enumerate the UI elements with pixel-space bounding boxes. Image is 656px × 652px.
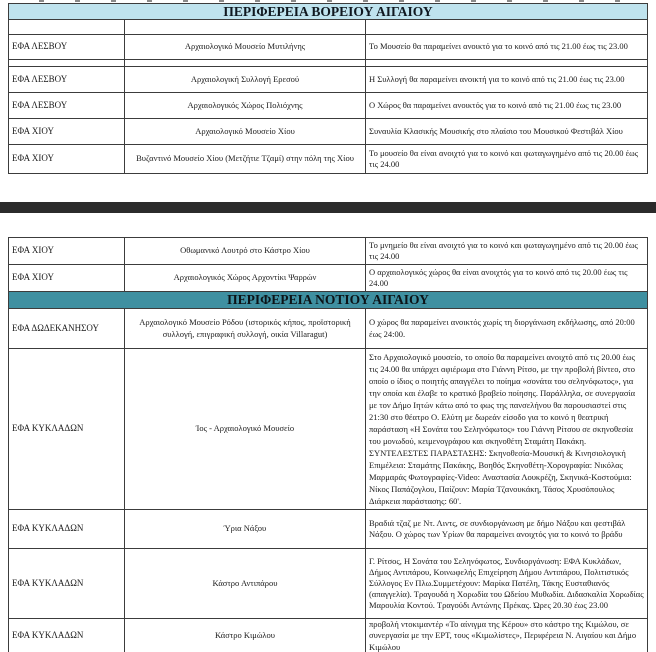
table-row (9, 509, 647, 548)
site-cell: Αρχαιολογικό Μουσείο Χίου (124, 119, 365, 144)
table-row (9, 144, 647, 173)
table-cell (9, 60, 124, 66)
table-cell (124, 20, 365, 34)
site-cell: Οθωμανικό Λουτρό στο Κάστρο Χίου (124, 238, 365, 264)
ephorate-cell: ΕΦΑ ΧΙΟΥ (12, 153, 54, 164)
details-cell: Γ. Ρίτσος, Η Σονάτα του Σεληνόφωτος, Συνδιοργάνωση: ΕΦΑ Κυκλάδων, Δήμος Αντιπάρου, Κοινωφελής Επιχείρηση Δήμου Αντιπάρου, Πολιτιστικός Σύλλογος Εν Πλω.Συμμετέχουν: Μαρίκα Πατέλη, Τάκης Ευσταθιανός (απαγγελία). Τραγουδά η Χορωδία του Ωδείου Μυθωδία. Διδασκαλία Χορωδίας Μαρουλία Κοντού. Τραγούδι Αντώνης Πρέκας. Ώρες 20.30 έως 23.00 (365, 549, 647, 618)
table-row (9, 618, 647, 652)
details-cell: Συναυλία Κλασικής Μουσικής στο πλαίσιο του Μουσικού Φεστιβάλ Χίου (365, 119, 647, 144)
ephorate-cell: ΕΦΑ ΛΕΣΒΟΥ (12, 73, 68, 84)
details-cell: Το μνημείο θα είναι ανοιχτό για το κοινό και φωταγωγημένο από τις 20.00 έως τις 24.00 (365, 238, 647, 264)
details-cell: Το Μουσείο θα παραμείνει ανοικτό για το κοινό από τις 21.00 έως τις 23.00 (365, 35, 647, 59)
site-cell: Αρχαιολογική Συλλογή Ερεσού (124, 67, 365, 92)
site-cell: Ύρια Νάξου (124, 510, 365, 548)
ephorate-cell: ΕΦΑ ΚΥΚΛΑΔΩΝ (12, 630, 84, 641)
site-cell: Βυζαντινό Μουσείο Χίου (Μετζήτιε Τζαμί) στην πόλη της Χίου (124, 145, 365, 173)
ephorate-cell: ΕΦΑ ΔΩΔΕΚΑΝΗΣΟΥ (12, 322, 99, 333)
ephorate-cell: ΕΦΑ ΧΙΟΥ (12, 272, 54, 283)
site-cell: Αρχαιολογικός Χώρος Αρχοντίκι Ψαρρών (124, 265, 365, 291)
north-aegean-table (8, 3, 648, 174)
table-row (9, 92, 647, 118)
ephorate-cell: ΕΦΑ ΚΥΚΛΑΔΩΝ (12, 523, 84, 534)
details-cell: Ο χώρος θα παραμείνει ανοικτός χωρίς τη διοργάνωση εκδήλωσης, από 20:00 έως 24:00. (365, 309, 647, 348)
table-cell (124, 60, 365, 66)
site-cell: Αρχαιολογικό Μουσείο Μυτιλήνης (124, 35, 365, 59)
ephorate-cell: ΕΦΑ ΛΕΣΒΟΥ (12, 41, 68, 52)
site-cell: Κάστρο Κιμώλου (124, 619, 365, 652)
details-cell: Στο Αρχαιολογικό μουσείο, το οποίο θα παραμείνει ανοιχτό από τις 20.00 έως τις 24.00 θα υπάρχει αφιέρωμα στο Γιάννη Ρίτσο, με την προβολή βίντεο, στο οποίο ο ίδιος ο ποιητής απαγγέλει το ποίημα «σονάτα του σεληνόφωτος», για την οποία και έλαβε το κρατικό βραβείο ποίησης. Παράλληλα, σε συνεργασία με τον Δήμο Ιητών κάτω από το φως της πανσελήνου θα παρουσιαστεί στις 21:30 στο θέατρο Ο. Ελύτη με δωρεάν είσοδο για το κοινό η θεατρική παράσταση «Η Σονάτα του Σεληνόφωτος» του Γιάννη Ρίτσου σε σκηνοθεσία του μονωδού, κειμενογράφου και σκηνοθέτη Σταμάτη Πακάκη. ΣΥΝΤΕΛΕΣΤΕΣ ΠΑΡΑΣΤΑΣΗΣ: Σκηνοθεσία-Μουσική & Κινησιολογική Επιμέλεια: Σταμάτης Πακάκης, Βοηθός Σκηνοθέτη-Χορογραφία: Νικόλας Μαρμαράς Φωτογραφίες-Video: Αναστασία Λουκρέζη, Σκηνικά-Κοστούμια: Νίκος Παπάζογλου, Παίζουν: Μαρία Τζανουκάκη, Τάσος Χρυσόπουλος Διάρκεια παράστασης: 60'. (365, 349, 647, 509)
details-cell: Ο Χώρος θα παραμείνει ανοικτός για το κοινό από τις 21.00 έως τις 23.00 (365, 93, 647, 118)
ephorate-cell: ΕΦΑ ΚΥΚΛΑΔΩΝ (12, 423, 84, 434)
table-cell (365, 60, 647, 66)
south-aegean-table (8, 237, 648, 652)
table-row (9, 548, 647, 618)
ephorate-cell: ΕΦΑ ΛΕΣΒΟΥ (12, 99, 68, 110)
table-row (9, 348, 647, 509)
ephorate-cell: ΕΦΑ ΧΙΟΥ (12, 125, 54, 136)
region-header-north-aegean: ΠΕΡΙΦΕΡΕΙΑ ΒΟΡΕΙΟΥ ΑΙΓΑΙΟΥ (9, 4, 647, 19)
table-row (9, 238, 647, 264)
region-header-south-aegean: ΠΕΡΙΦΕΡΕΙΑ ΝΟΤΙΟΥ ΑΙΓΑΙΟΥ (9, 292, 647, 308)
details-cell: Η Συλλογή θα παραμείνει ανοικτή για το κοινό από τις 21.00 έως τις 23.00 (365, 67, 647, 92)
table-row (9, 34, 647, 59)
site-cell: Αρχαιολογικό Μουσείο Ρόδου (ιστορικός κήπος, προϊστορική συλλογή, επιγραφική συλλογή, οικία Villaragut) (124, 309, 365, 348)
table-row (9, 118, 647, 144)
ephorate-cell: ΕΦΑ ΧΙΟΥ (12, 245, 54, 256)
table-row (9, 66, 647, 92)
empty-row (9, 19, 647, 34)
ephorate-cell: ΕΦΑ ΚΥΚΛΑΔΩΝ (12, 577, 84, 588)
site-cell: Ίος - Αρχαιολογικό Μουσείο (124, 349, 365, 509)
site-cell: Αρχαιολογικός Χώρος Πολιόχνης (124, 93, 365, 118)
table-row (9, 264, 647, 291)
details-cell: Ο αρχαιολογικός χώρος θα είναι ανοιχτός για το κοινό από τις 20.00 έως τις 24.00 (365, 265, 647, 291)
table-row (9, 308, 647, 348)
table-cell (9, 20, 124, 34)
site-cell: Κάστρο Αντιπάρου (124, 549, 365, 618)
table-cell (365, 20, 647, 34)
details-cell: Βραδιά τζαζ με Ντ. Λιντς, σε συνδιοργάνωση με δήμο Νάξου και φεστιβάλ Νάξου. Ο χώρος των Υρίων θα παραμείνει ανοιχτός για το κοινό το βράδυ (365, 510, 647, 548)
details-cell: προβολή ντοκιμαντέρ «Το αίνιγμα της Κέρου» στο κάστρο της Κιμώλου, σε συνεργασία με την ΕΡΤ, τους «Κιμωλίστες», Περιφέρεια Ν. Αιγαίου και Δήμο Κιμώλου (365, 619, 647, 652)
details-cell: Το μουσείο θα είναι ανοιχτό για το κοινό και φωταγωγημένο από τις 20.00 έως τις 24.00 (365, 145, 647, 173)
section-divider-bar (0, 202, 656, 213)
empty-row (9, 59, 647, 66)
